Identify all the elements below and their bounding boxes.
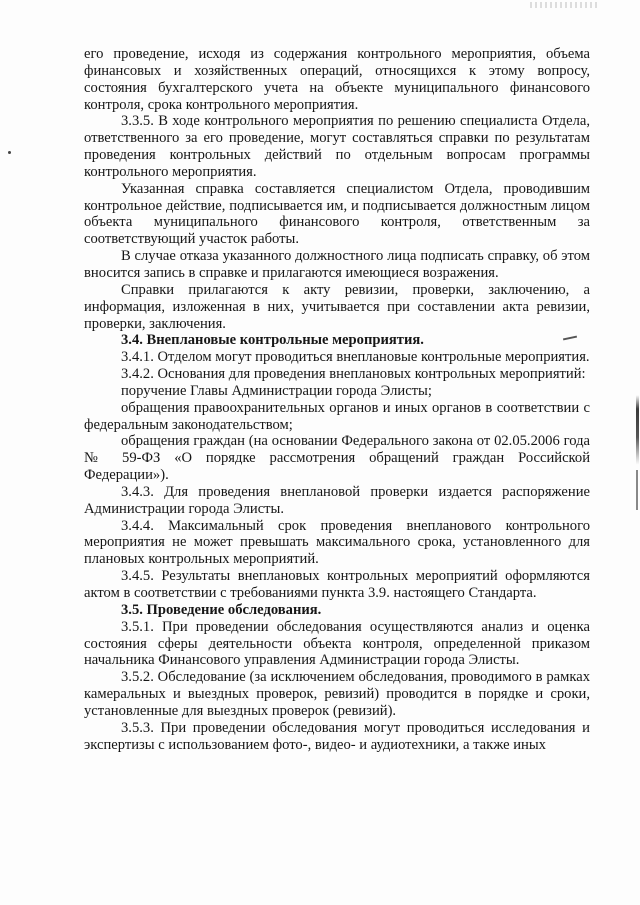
paragraph: 3.4.3. Для проведения внеплановой проверки издается распоряжение Администрации города Элисты. bbox=[84, 483, 590, 517]
paragraph: поручение Главы Администрации города Элисты; bbox=[121, 382, 432, 399]
scan-artifact bbox=[530, 2, 600, 8]
paragraph: Справки прилагаются к акту ревизии, проверки, заключению, а информация, изложенная в них, учитывается при составлении акта ревизии, проверки, заключения. bbox=[84, 281, 590, 332]
paragraph: В случае отказа указанного должностного лица подписать справку, об этом вносится запись в справке и прилагаются имеющиеся возражения. bbox=[84, 248, 590, 281]
paragraph: обращения граждан (на основании Федерального закона от 02.05.2006 года № 59-ФЗ «О порядке рассмотрения обращений граждан Российской Федерации»). bbox=[84, 433, 590, 484]
paragraph: 3.5.1. При проведении обследования осуществляются анализ и оценка состояния сферы деятельности объекта контроля, определенной приказом начальника Финансового управления Администрации города Элисты. bbox=[84, 618, 590, 669]
section-heading: 3.5. Проведение обследования. bbox=[121, 601, 322, 618]
scan-artifact bbox=[8, 151, 11, 154]
document-body bbox=[84, 46, 590, 753]
paragraph: 3.4.1. Отделом могут проводиться внеплановые контрольные мероприятия. bbox=[121, 349, 590, 366]
paragraph: Указанная справка составляется специалистом Отдела, проводившим контрольное действие, подписывается им, и подписывается должностным лицом объекта муниципального финансового контроля, ответственным за соответствующий участок работы. bbox=[84, 180, 590, 248]
paragraph: 3.5.3. При проведении обследования могут проводиться исследования и экспертизы с использованием фото-, видео- и аудиотехники, а также иных bbox=[84, 719, 590, 753]
paragraph: 3.4.5. Результаты внеплановых контрольных мероприятий оформляются актом в соответствии с требованиями пункта 3.9. настоящего Стандарта. bbox=[84, 568, 590, 601]
paragraph: 3.4.2. Основания для проведения внеплановых контрольных мероприятий: bbox=[121, 366, 586, 383]
paragraph: 3.5.2. Обследование (за исключением обследования, проводимого в рамках камеральных и выездных проверок, ревизий) проводится в порядке и сроки, установленные для выездных проверок (ревизий). bbox=[84, 669, 590, 719]
section-heading: 3.4. Внеплановые контрольные мероприятия. bbox=[121, 332, 424, 349]
paragraph: его проведение, исходя из содержания контрольного мероприятия, объема финансовых и хозяйственных операций, относящихся к этому вопросу, состояния бухгалтерского учета на объекте муниципального финансового контроля, срока контрольного мероприятия. bbox=[84, 46, 590, 113]
paragraph: 3.3.5. В ходе контрольного мероприятия по решению специалиста Отдела, ответственного за его проведение, могут составляться справки по результатам проведения контрольных действий по отдельным вопросам программы контрольного мероприятия. bbox=[84, 113, 590, 180]
scan-edge-artifact bbox=[636, 395, 639, 465]
scan-edge-artifact bbox=[636, 470, 638, 510]
paragraph: 3.4.4. Максимальный срок проведения внепланового контрольного мероприятия не может превышать максимального срока, установленного для плановых контрольных мероприятий. bbox=[84, 517, 590, 568]
paragraph: обращения правоохранительных органов и иных органов в соответствии с федеральным законодательством; bbox=[84, 399, 590, 433]
